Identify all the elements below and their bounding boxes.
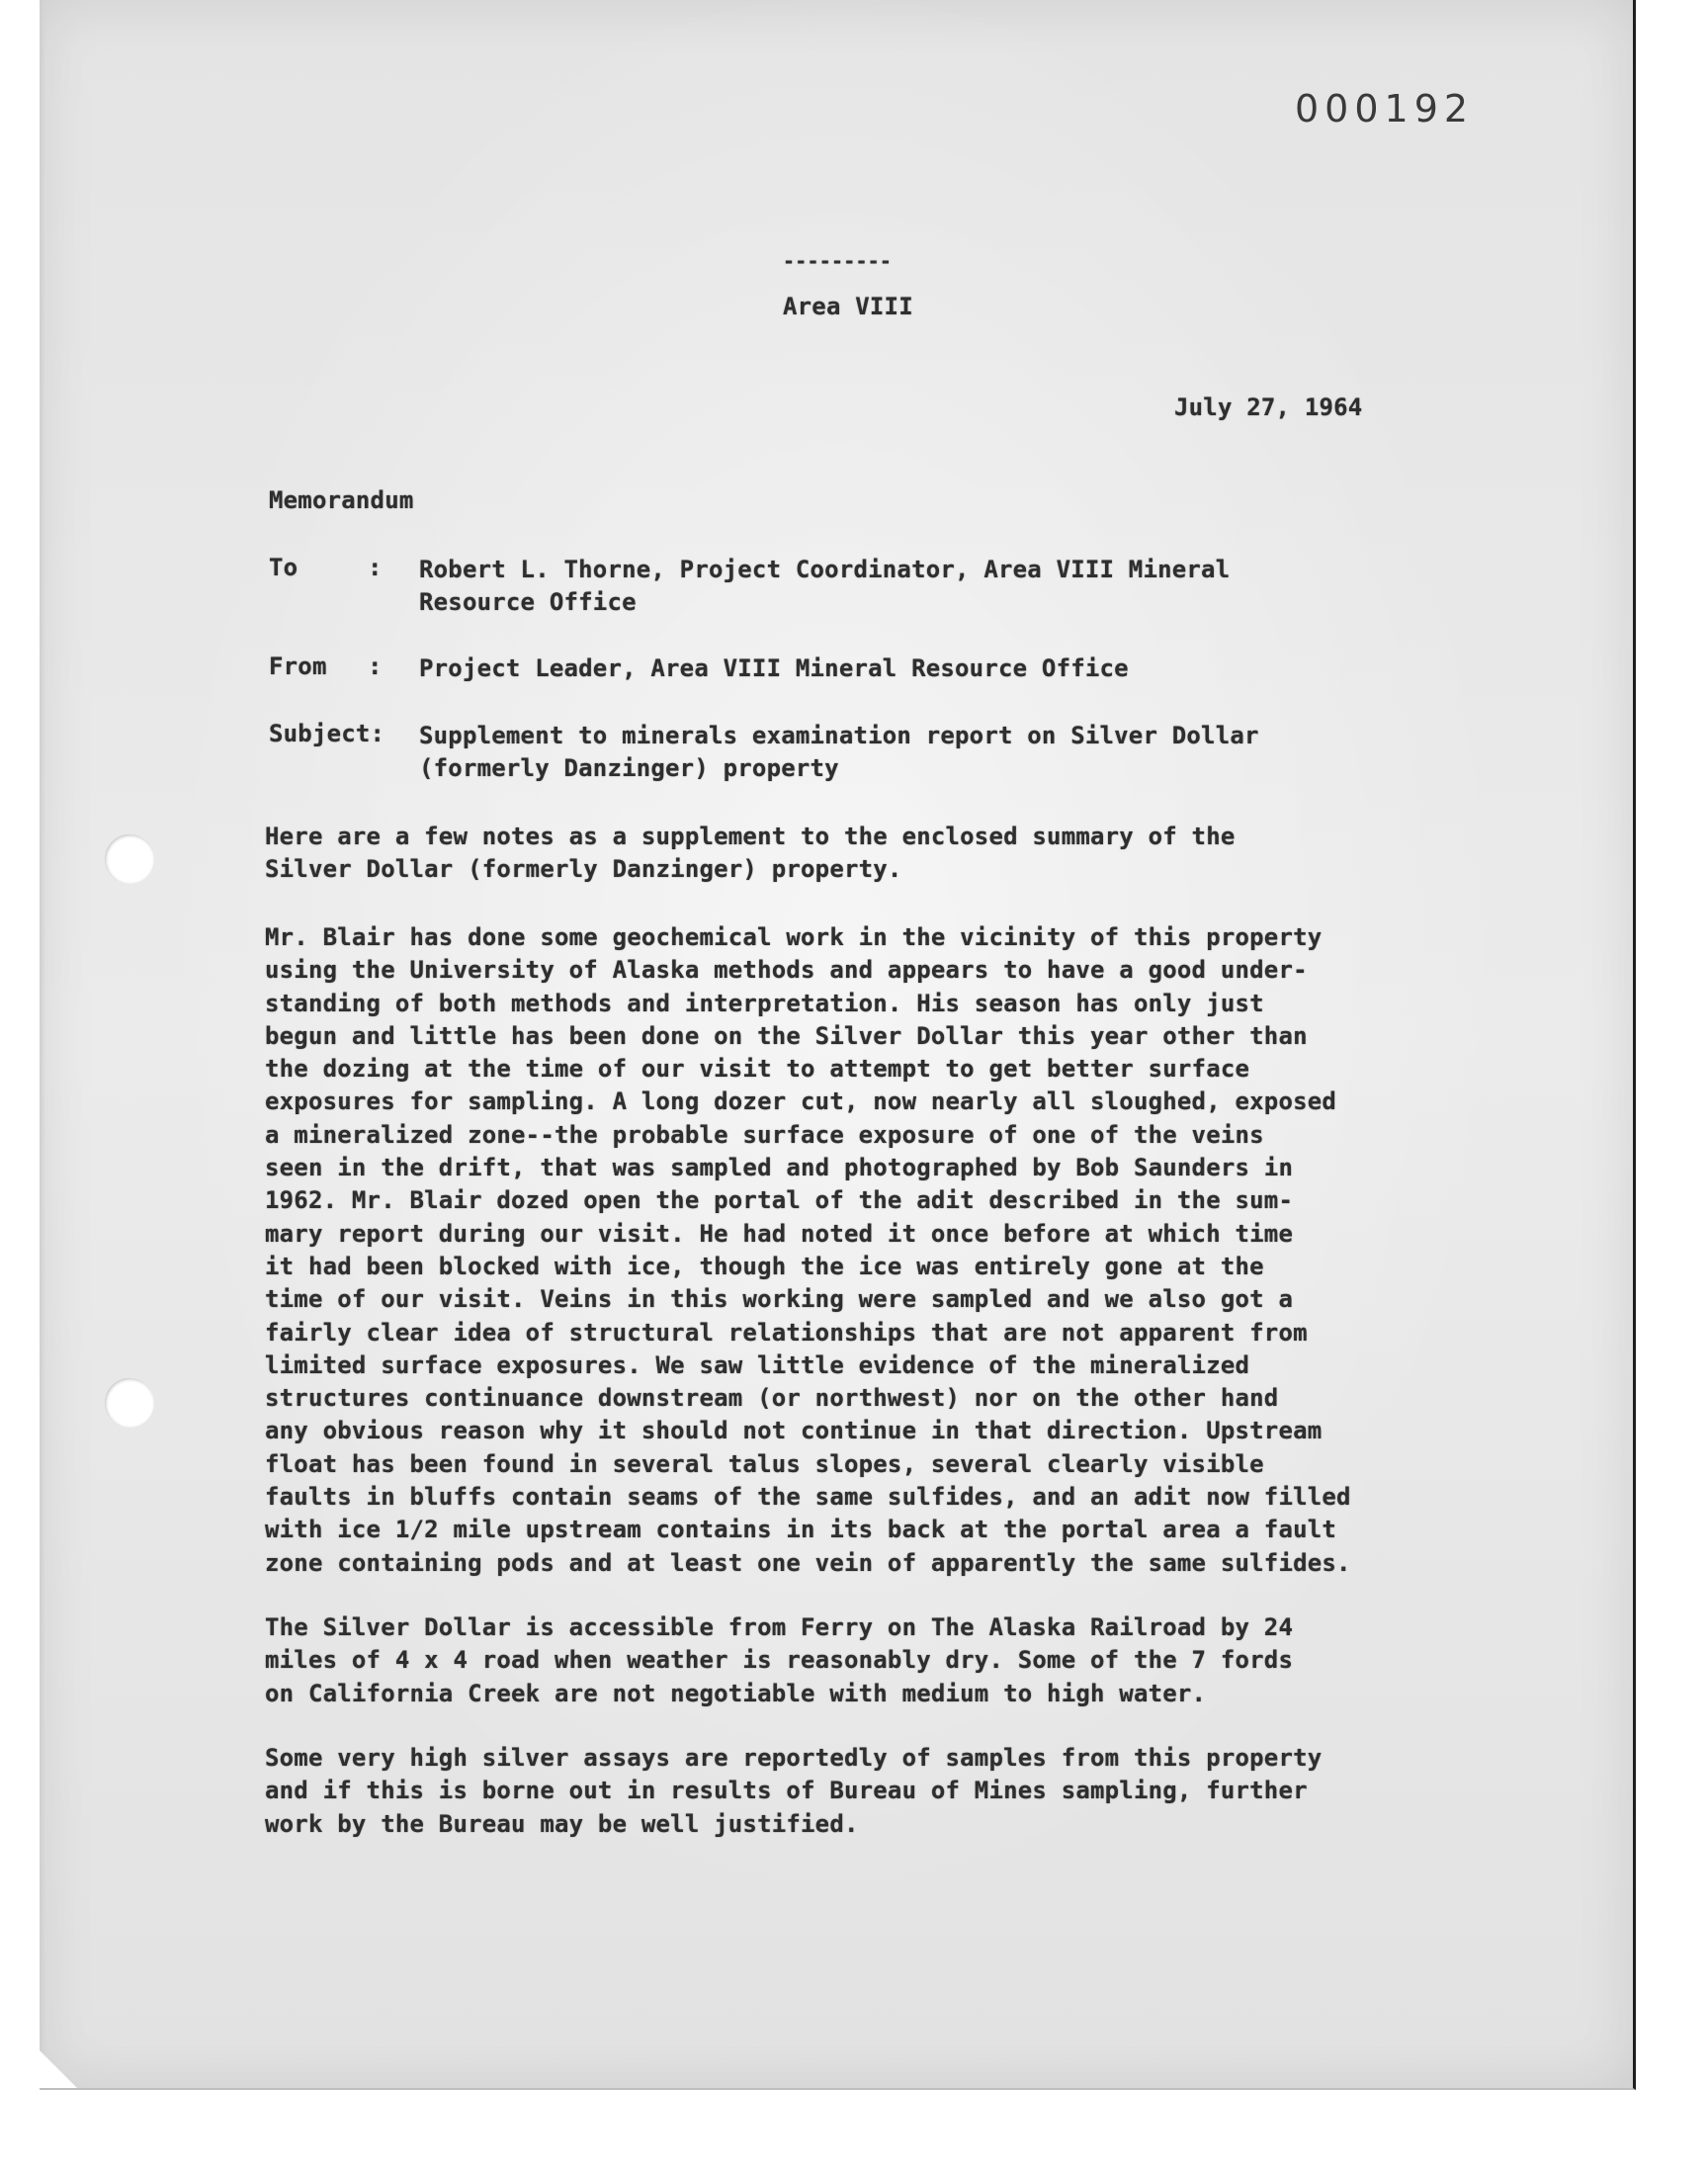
header-dashes: --------- — [783, 249, 893, 273]
to-field — [269, 554, 1475, 619]
punch-hole-lower — [105, 1378, 154, 1428]
body-paragraph-4: Some very high silver assays are reportedly of samples from this property and if this is borne out in results of Bureau of Mines sampling, further work by the Bureau may be well justified. — [265, 1744, 1323, 1838]
to-value: Robert L. Thorne, Project Coordinator, Area VIII Mineral Resource Office — [419, 556, 1231, 616]
body-paragraph-3: The Silver Dollar is accessible from Ferry on The Alaska Railroad by 24 miles of 4 x 4 road when weather is reasonably dry. Some of the 7 fords on California Creek are not negotiable with medium to high water. — [265, 1613, 1294, 1707]
memo-date: July 27, 1964 — [1174, 393, 1363, 421]
from-value: Project Leader, Area VIII Mineral Resource Office — [419, 654, 1129, 682]
folded-corner — [40, 2050, 77, 2088]
to-label: To — [269, 554, 299, 581]
subject-value: Supplement to minerals examination report on Silver Dollar (formerly Danzinger) property — [419, 722, 1259, 782]
body-paragraph-2: Mr. Blair has done some geochemical work in the vicinity of this property using the University of Alaska methods and appears to have a good under- standing of both methods and interpretation. His season has only just begun and little has been done on the Silver Dollar this year other than the dozing at the time of our visit to attempt to get better surface exposures for sampling. A long dozer cut, now nearly all sloughed, exposed a mineralized zone--the probable surface exposure of one of the veins seen in the drift, that was sampled and photographed by Bob Saunders in 1962. Mr. Blair dozed open the portal of the adit described in the sum- mary report during our visit. He had noted it once before at which time it had been blocked with ice, though the ice was entirely gone at the time of our visit. Veins in this working were sampled and we also got a fairly clear idea of structural relationships that are not apparent from limited surface exposures. We saw little evidence of the mineralized structures continuance downstream (or northwest) nor on the other hand any obvious reason why it should not continue in that direction. Upstream float has been found in several talus slopes, several clearly visible faults in bluffs contain seams of the same sulfides, and an adit now filled with ice 1/2 mile upstream contains in its back at the portal area a fault zone containing pods and at least one vein of apparently the same sulfides. — [265, 923, 1351, 1577]
subject-field — [269, 720, 1475, 785]
body-paragraph-1: Here are a few notes as a supplement to the enclosed summary of the Silver Dollar (formerly Danzinger) property. — [265, 823, 1236, 884]
subject-label: Subject: — [269, 720, 385, 747]
page-edge-shadow — [40, 0, 45, 2088]
punch-hole-upper — [105, 834, 154, 884]
from-field — [269, 652, 1475, 685]
from-colon: : — [368, 652, 383, 680]
from-label: From — [269, 652, 327, 680]
to-colon: : — [368, 554, 383, 581]
memorandum-label: Memorandum — [269, 486, 414, 514]
document-number-stamp: 000192 — [1295, 87, 1475, 130]
area-title: Area VIII — [783, 293, 913, 320]
